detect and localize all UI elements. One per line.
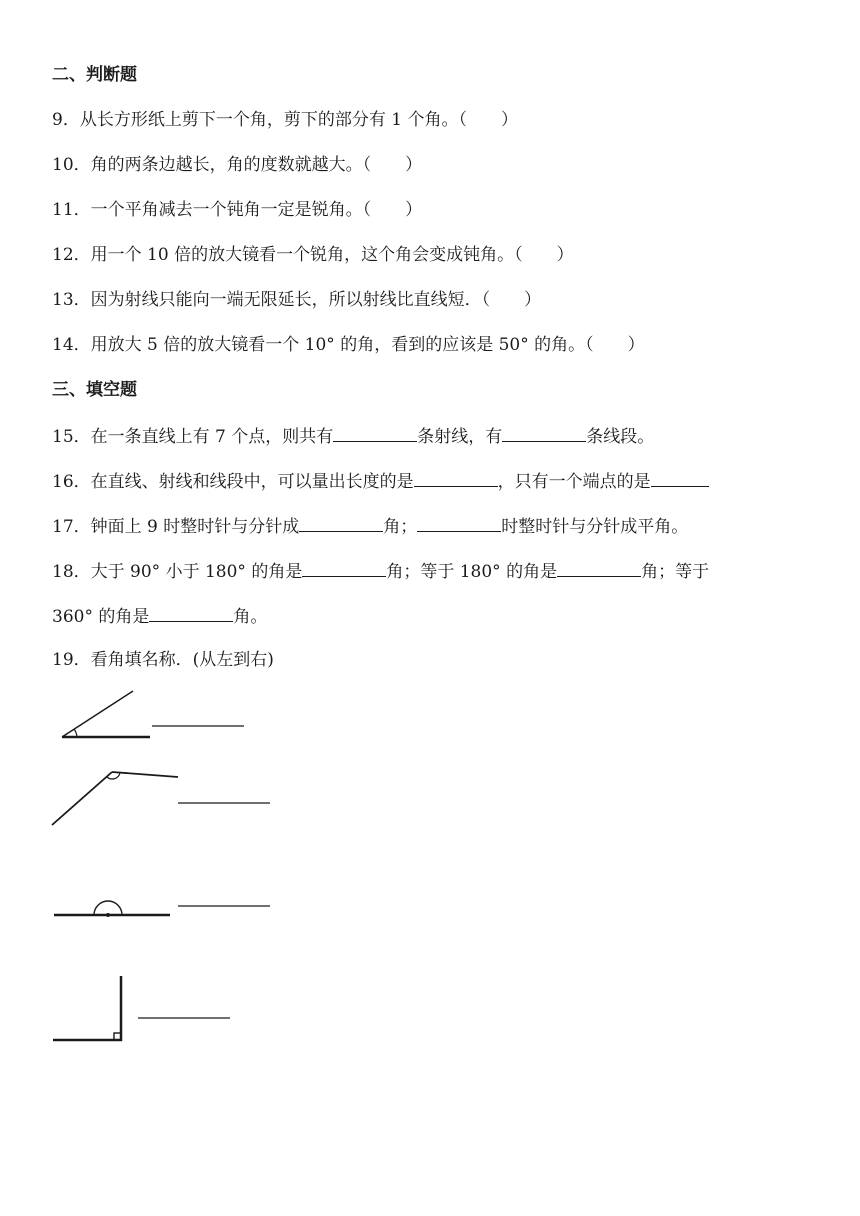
question-18-text-a: 18．大于 90° 小于 180° 的角是	[52, 562, 303, 582]
answer-blank[interactable]	[299, 513, 383, 532]
question-12: 12．用一个 10 倍的放大镜看一个锐角，这个角会变成钝角。（ ）	[52, 245, 574, 265]
answer-blank[interactable]	[302, 558, 386, 577]
question-18-cont-text-b: 角。	[233, 607, 268, 627]
section-heading-judge: 二、判断题	[52, 65, 137, 85]
angle-figure-straight	[50, 885, 280, 925]
answer-blank[interactable]	[651, 468, 709, 487]
answer-blank[interactable]	[149, 603, 233, 622]
question-9: 9．从长方形纸上剪下一个角，剪下的部分有 1 个角。（ ）	[52, 110, 518, 130]
question-18-cont-text-a: 360° 的角是	[52, 607, 150, 627]
question-17-text-c: 时整时针与分针成平角。	[501, 517, 689, 537]
question-19: 19．看角填名称．(从左到右)	[52, 650, 274, 670]
question-15-text-c: 条线段。	[586, 427, 655, 447]
question-13: 13．因为射线只能向一端无限延长，所以射线比直线短．（ ）	[52, 290, 542, 310]
question-16-text-a: 16．在直线、射线和线段中，可以量出长度的是	[52, 472, 414, 492]
section-heading-fill: 三、填空题	[52, 380, 137, 400]
question-14: 14．用放大 5 倍的放大镜看一个 10° 的角，看到的应该是 50° 的角。（ ）	[52, 335, 645, 355]
question-17	[52, 513, 688, 539]
question-18-text-b: 角；等于 180° 的角是	[386, 562, 558, 582]
question-17-text-b: 角；	[383, 517, 418, 537]
question-11: 11．一个平角减去一个钝角一定是锐角。（ ）	[52, 200, 423, 220]
answer-blank[interactable]	[502, 423, 586, 442]
question-18-text-c: 角；等于	[641, 562, 710, 582]
question-15-text-a: 15．在一条直线上有 7 个点，则共有	[52, 427, 334, 447]
answer-blank[interactable]	[557, 558, 641, 577]
angle-figure-right	[50, 972, 250, 1047]
question-17-text-a: 17．钟面上 9 时整时针与分针成	[52, 517, 300, 537]
answer-blank[interactable]	[414, 468, 498, 487]
question-16	[52, 468, 709, 494]
question-15-text-b: 条射线，有	[417, 427, 503, 447]
question-10: 10．角的两条边越长，角的度数就越大。（ ）	[52, 155, 423, 175]
answer-blank[interactable]	[417, 513, 501, 532]
question-18-continued	[52, 603, 267, 629]
question-15	[52, 423, 654, 449]
angle-figure-obtuse	[50, 765, 280, 830]
question-18	[52, 558, 709, 584]
angle-figure-acute	[50, 685, 250, 745]
question-16-text-b: ，只有一个端点的是	[497, 472, 651, 492]
answer-blank[interactable]	[333, 423, 417, 442]
